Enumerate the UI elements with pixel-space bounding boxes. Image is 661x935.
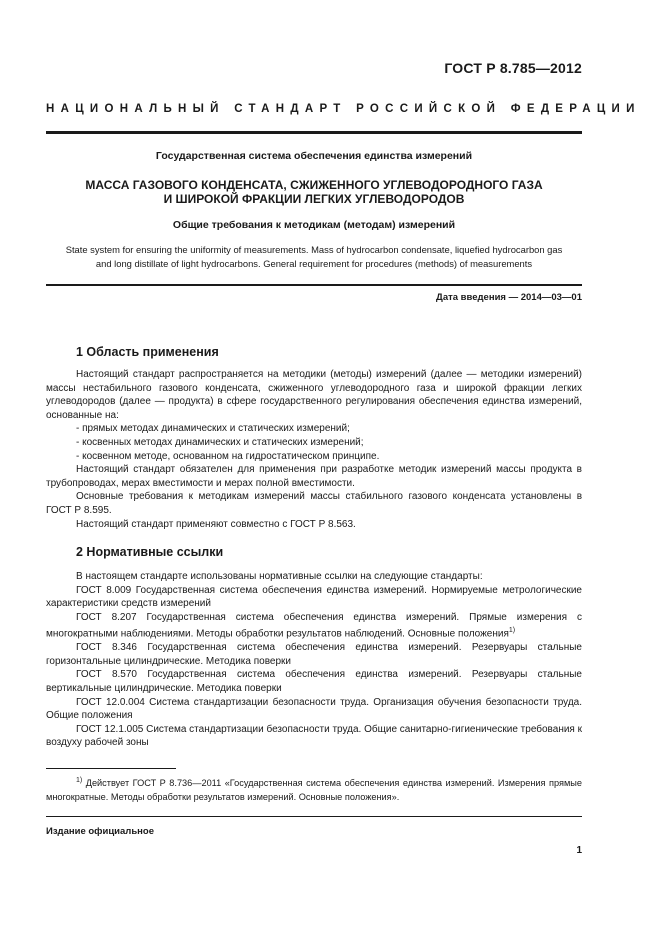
reference-item: ГОСТ 8.570 Государственная система обеспечения единства измерений. Резервуары стальные вертикальные цилиндрические. Методика поверки — [46, 669, 582, 695]
paragraph: Настоящий стандарт обязателен для применения при разработке методик измерений массы продукта в трубопроводах, мерах вместимости и мерах полной вместимости. — [46, 464, 582, 489]
english-title-line1: State system for ensuring the uniformity of measurements. Mass of hydrocarbon condensate, liquefied hydrocarbon gas — [65, 244, 563, 255]
footnote — [46, 774, 582, 804]
list-item: - косвенных методах динамических и статических измерений; — [76, 436, 364, 448]
document-title-line1: МАССА ГАЗОВОГО КОНДЕНСАТА, СЖИЖЕННОГО УГЛЕВОДОРОДНОГО ГАЗА — [85, 178, 543, 192]
system-title: Государственная система обеспечения единства измерений — [155, 150, 473, 162]
reference-item: ГОСТ 8.346 Государственная система обеспечения единства измерений. Резервуары стальные горизонтальные цилиндрические. Методика поверки — [46, 642, 582, 667]
reference-item: ГОСТ 12.1.005 Система стандартизации безопасности труда. Общие санитарно-гигиенические требования к воздуху рабочей зоны — [46, 723, 582, 749]
title-divider — [46, 284, 582, 286]
reference-text: ГОСТ 8.207 Государственная система обеспечения единства измерений. Прямые измерения с многократными наблюдениями. Методы обработки результатов наблюдений. Основные положения — [46, 611, 582, 640]
reference-item — [46, 611, 582, 642]
section-scope-body — [46, 368, 582, 531]
paragraph: Настоящий стандарт применяют совместно с ГОСТ Р 8.563. — [76, 518, 356, 530]
section-heading-references: 2 Нормативные ссылки — [76, 545, 224, 559]
edition-label: Издание официальное — [46, 826, 154, 837]
reference-item: ГОСТ 8.009 Государственная система обеспечения единства измерений. Нормируемые метрологические характеристики средств измерений — [46, 584, 582, 610]
paragraph: Основные требования к методикам измерений массы стабильного газового конденсата установлены в ГОСТ Р 8.595. — [46, 491, 582, 516]
document-title-line2: И ШИРОКОЙ ФРАКЦИИ ЛЕГКИХ УГЛЕВОДОРОДОВ — [163, 192, 465, 206]
gost-code: ГОСТ Р 8.785—2012 — [444, 60, 582, 76]
paragraph: В настоящем стандарте использованы нормативные ссылки на следующие стандарты: — [76, 571, 483, 582]
footnote-paragraph — [46, 774, 582, 804]
english-title-line2: and long distillate of light hydrocarbons. General requirement for procedures (methods) of measurements — [95, 258, 533, 269]
footer-divider — [46, 816, 582, 817]
page-number: 1 — [576, 845, 582, 856]
footnote-marker: 1) — [508, 627, 516, 635]
introduction-date: Дата введения — 2014—03—01 — [436, 292, 582, 303]
document-title — [46, 178, 582, 206]
footnote-mark: 1) — [76, 777, 83, 784]
section-heading-scope: 1 Область применения — [76, 345, 219, 359]
header-divider — [46, 131, 582, 134]
english-title — [46, 243, 582, 271]
reference-item: ГОСТ 12.0.004 Система стандартизации безопасности труда. Организация обучения безопасности труда. Общие положения — [46, 696, 582, 722]
list-item: - косвенном методе, основанном на гидростатическом принципе. — [76, 450, 380, 462]
paragraph: Настоящий стандарт распространяется на методики (методы) измерений (далее — методики измерений) массы нестабильного газового конденсата, сжиженного углеводородного газа и широкой фракции легких углеводородов (далее — продукта) в сфере государственного регулирования обеспечения единства измерений, основанные на: — [46, 369, 582, 421]
section-references-body — [46, 570, 582, 750]
footnote-divider — [46, 768, 176, 769]
list-item: - прямых методах динамических и статических измерений; — [76, 423, 350, 435]
document-subtitle: Общие требования к методикам (методам) измерений — [172, 219, 456, 231]
national-standard-banner: НАЦИОНАЛЬНЫЙ СТАНДАРТ РОССИЙСКОЙ ФЕДЕРАЦИИ — [46, 103, 641, 115]
footnote-text: Действует ГОСТ Р 8.736—2011 «Государственная система обеспечения единства измерений. Измерения прямые многократные. Методы обработки результатов измерений. Основные положения». — [46, 778, 582, 802]
